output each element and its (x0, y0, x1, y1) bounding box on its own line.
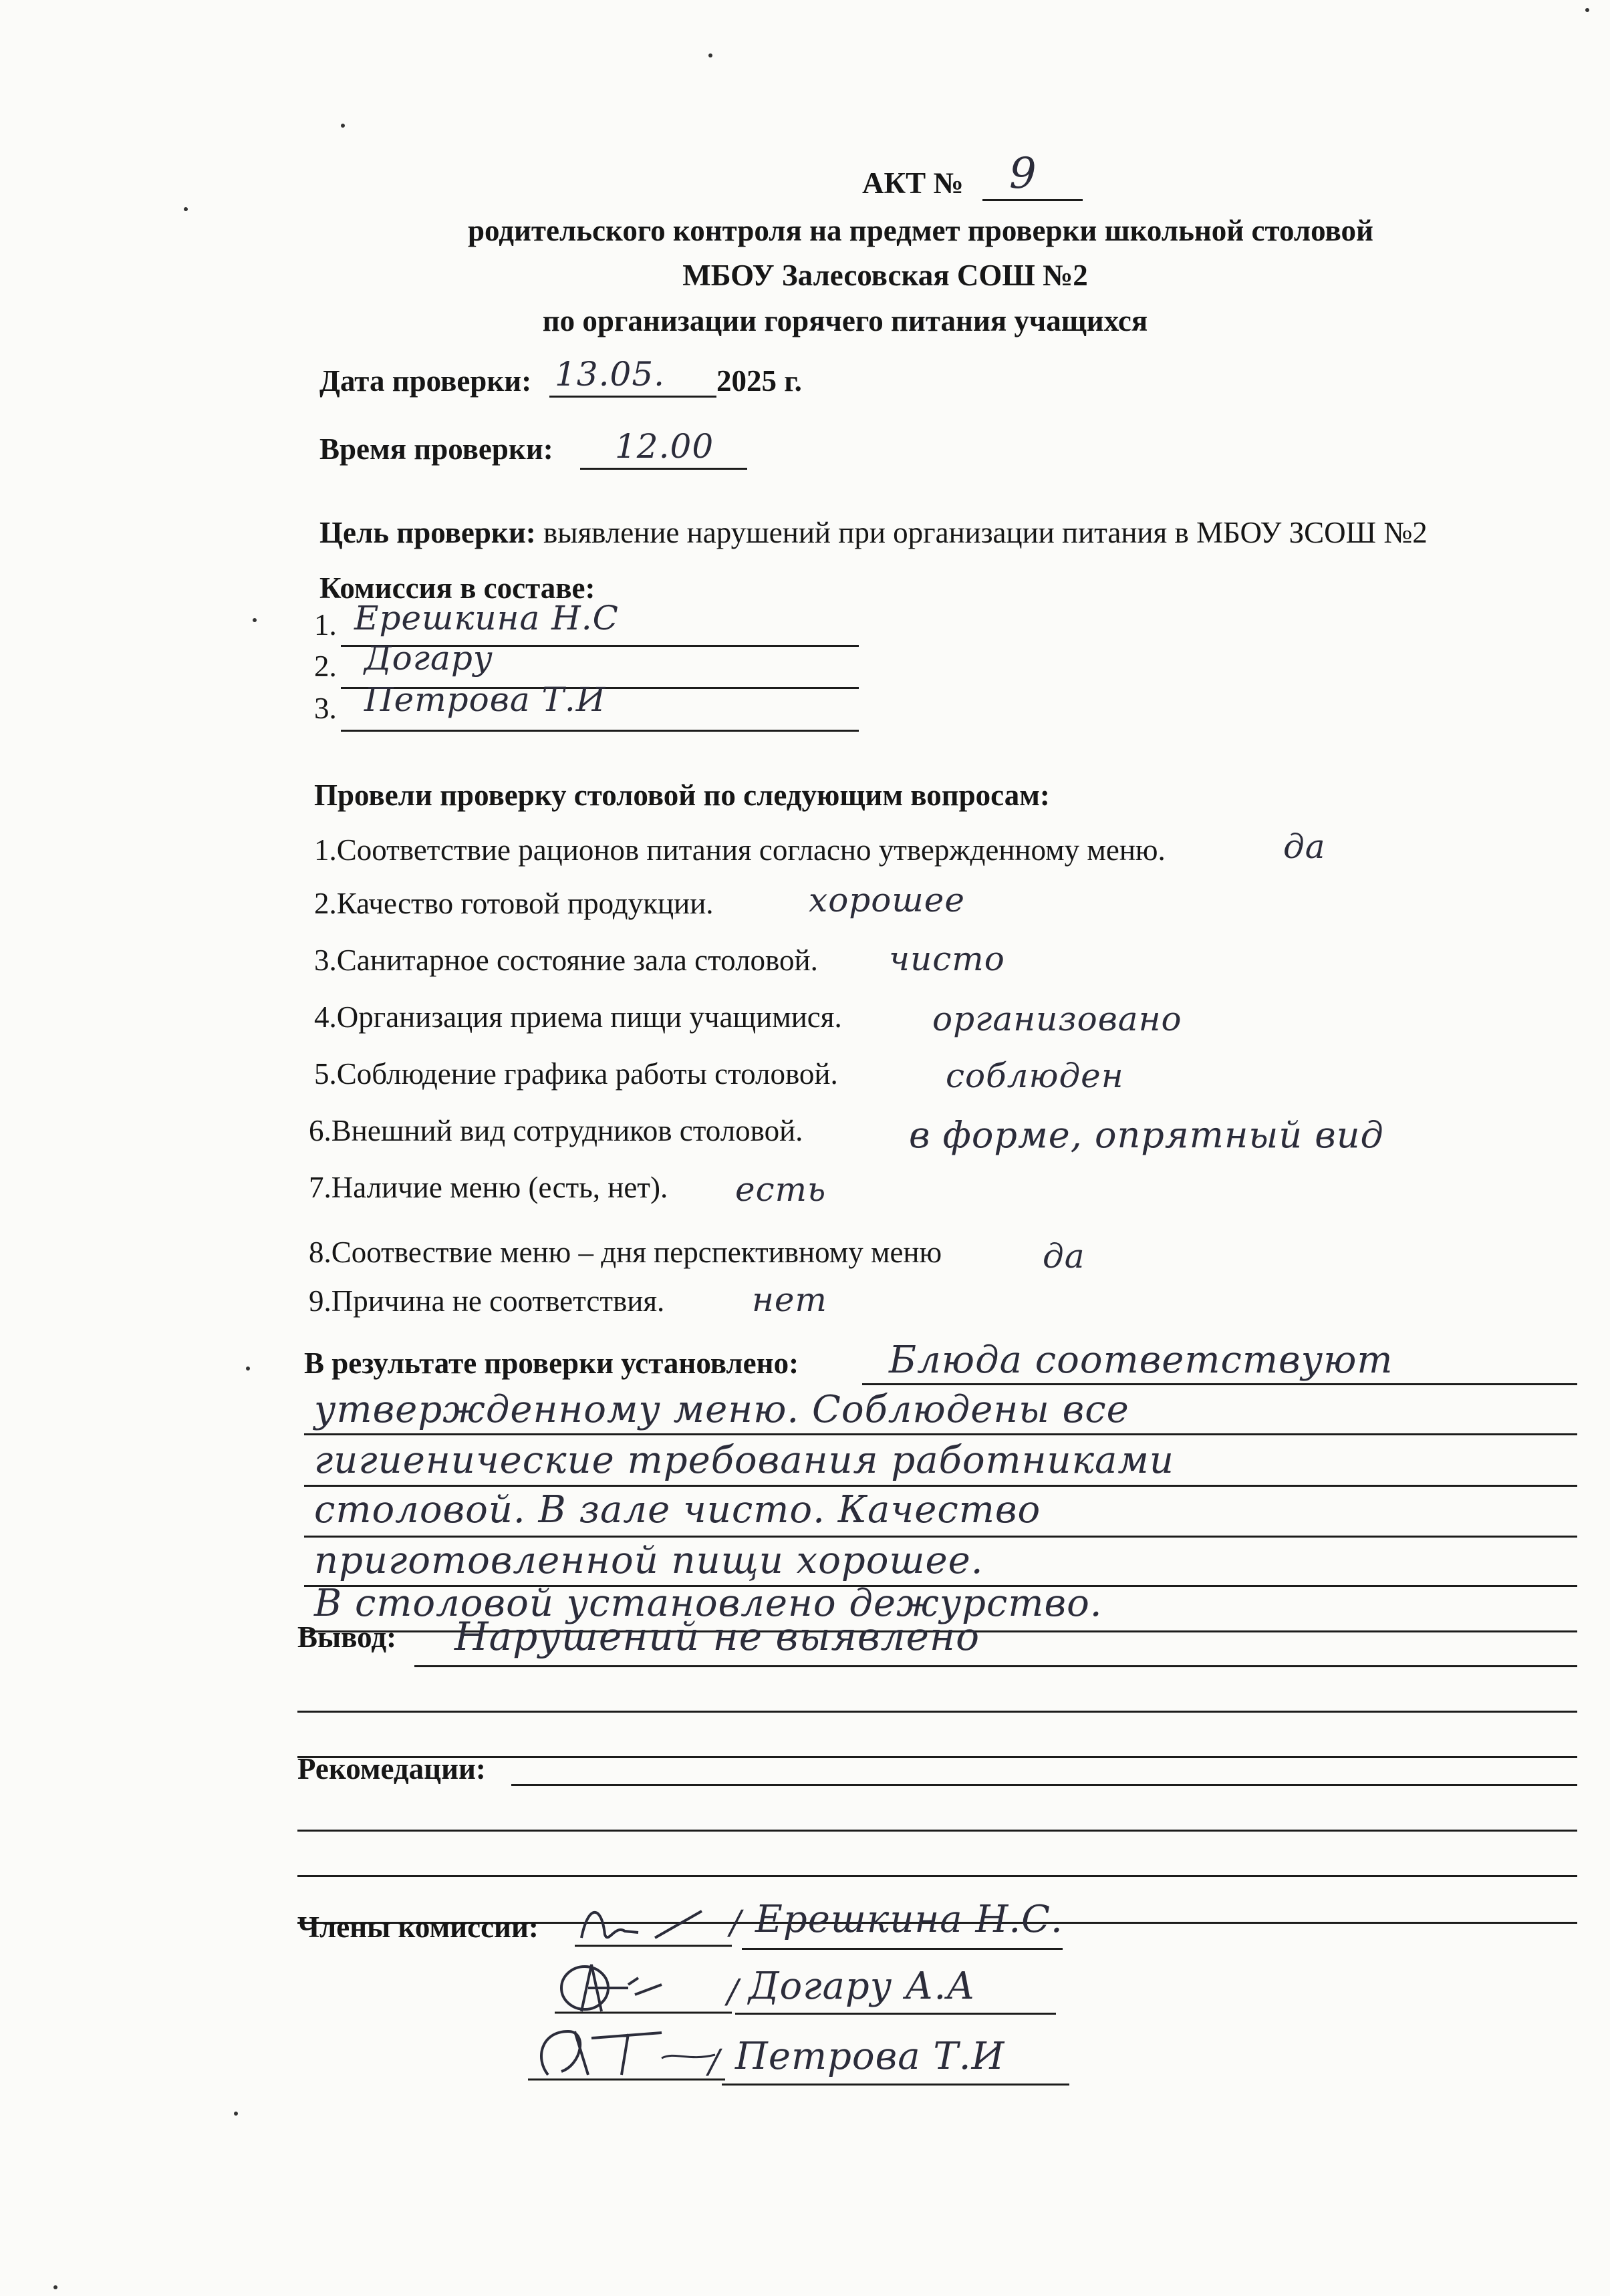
member-name-2: Догару (364, 639, 493, 678)
result-underline-0 (862, 1383, 1577, 1385)
member-name-1: Ерешкина Н.С (354, 599, 619, 637)
recommendations-underline-3 (297, 1875, 1577, 1877)
signature-3 (528, 2018, 728, 2085)
member-sign-slash-1: / (730, 1903, 742, 1942)
member-sign-name-2: Догару А.А (749, 1965, 976, 2008)
questions-heading: Провели проверку столовой по следующим вопросам: (314, 778, 1050, 812)
scan-speck (234, 2112, 238, 2116)
member-sign-slash-3: / (708, 2042, 720, 2081)
act-label: АКТ № (862, 166, 964, 200)
time-underline (580, 468, 747, 470)
member-sign-underline-1 (742, 1948, 1063, 1950)
scan-speck (246, 1367, 250, 1371)
scan-speck (708, 53, 712, 57)
act-number: 9 (1009, 149, 1037, 198)
conclusion-underline-1 (414, 1665, 1577, 1667)
recommendations-underline-2 (297, 1830, 1577, 1832)
result-line-0: Блюда соответствуют (889, 1338, 1393, 1382)
member-num-2: 2. (314, 650, 337, 683)
member-sign-slash-2: / (727, 1972, 739, 2011)
result-underline-3 (304, 1536, 1577, 1538)
time-value: 12.00 (615, 427, 714, 466)
conclusion-text: Нарушений не выявлено (454, 1614, 980, 1659)
answer-2: хорошее (809, 881, 965, 919)
header-line3: по организации горячего питания учащихся (542, 304, 1148, 337)
scan-speck (53, 2285, 57, 2289)
act-number-underline (982, 199, 1083, 201)
conclusion-underline-2 (297, 1711, 1577, 1713)
answer-4: организовано (932, 1000, 1182, 1038)
result-underline-2 (304, 1485, 1577, 1487)
question-8: 8.Соотвествие меню – дня перспективному меню (309, 1236, 942, 1269)
member-underline-3 (341, 730, 859, 732)
result-underline-1 (304, 1433, 1577, 1435)
result-line-2: гигиенические требования работниками (314, 1439, 1174, 1482)
time-label: Время проверки: (319, 432, 553, 466)
answer-9: нет (752, 1280, 827, 1319)
member-name-3: Петрова Т.И (364, 680, 606, 719)
question-3: 3.Санитарное состояние зала столовой. (314, 944, 818, 977)
signature-2 (555, 1958, 735, 2018)
answer-8: да (1043, 1237, 1085, 1276)
conclusion-label: Вывод: (297, 1620, 397, 1654)
scan-speck (341, 124, 345, 128)
recommendations-underline-1 (511, 1784, 1577, 1786)
answer-1: да (1283, 827, 1326, 866)
goal-text: выявление нарушений при организации питания в МБОУ ЗСОШ №2 (543, 516, 1428, 549)
member-sign-name-1: Ерешкина Н.С. (755, 1898, 1063, 1941)
member-sign-underline-3 (722, 2084, 1069, 2086)
member-sign-name-3: Петрова Т.И (735, 2035, 1005, 2078)
question-9: 9.Причина не соответствия. (309, 1284, 665, 1318)
goal-row (319, 518, 1428, 548)
member-num-3: 3. (314, 692, 337, 725)
result-line-3: столовой. В зале чисто. Качество (314, 1488, 1041, 1532)
result-line-4: приготовленной пищи хорошее. (314, 1539, 984, 1582)
header-line1: родительского контроля на предмет проверки школьной столовой (468, 214, 1373, 247)
recommendations-label: Рекомедации: (297, 1752, 486, 1785)
conclusion-underline-3 (297, 1756, 1577, 1758)
member-sign-underline-2 (735, 2013, 1056, 2015)
question-6: 6.Внешний вид сотрудников столовой. (309, 1114, 803, 1147)
date-label: Дата проверки: (319, 364, 532, 398)
question-5: 5.Соблюдение графика работы столовой. (314, 1057, 838, 1091)
result-line-5: В столовой установлено дежурство. (314, 1582, 1103, 1625)
members-label: Члены комиссии: (297, 1910, 539, 1944)
question-1: 1.Соответствие рационов питания согласно утвержденному меню. (314, 833, 1166, 867)
goal-label: Цель проверки: (319, 516, 536, 549)
commission-label: Комиссия в составе: (319, 571, 595, 605)
date-underline (549, 396, 716, 398)
header-line2: МБОУ Залесовская СОШ №2 (682, 259, 1088, 292)
scan-speck (253, 618, 257, 622)
answer-3: чисто (889, 940, 1005, 978)
date-value: 13.05. (555, 355, 666, 394)
result-line-1: утвержденному меню. Соблюдены все (314, 1388, 1129, 1431)
scan-speck (184, 207, 188, 211)
question-7: 7.Наличие меню (есть, нет). (309, 1171, 668, 1204)
scan-speck (1585, 8, 1589, 12)
question-2: 2.Качество готовой продукции. (314, 887, 714, 920)
answer-7: есть (735, 1170, 827, 1209)
signature-1 (575, 1898, 735, 1951)
result-label: В результате проверки установлено: (304, 1346, 799, 1380)
answer-6: в форме, опрятный вид (909, 1114, 1384, 1156)
question-4: 4.Организация приема пищи учащимися. (314, 1000, 842, 1034)
answer-5: соблюден (946, 1056, 1124, 1095)
member-num-1: 1. (314, 608, 337, 641)
date-year: 2025 г. (716, 364, 802, 398)
